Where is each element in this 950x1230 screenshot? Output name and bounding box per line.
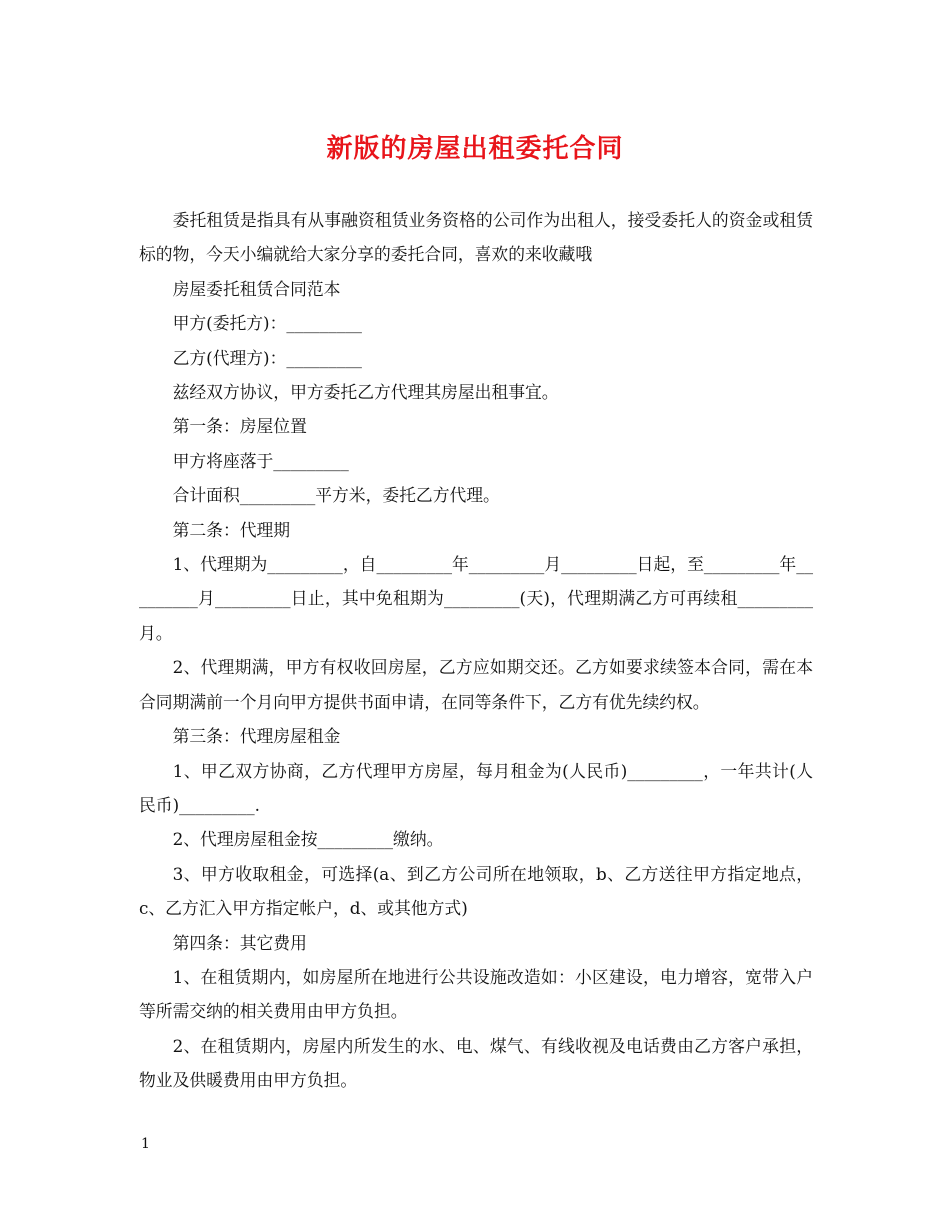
paragraph-rent-1: 1、甲乙双方协商，乙方代理甲方房屋，每月租金为(人民币)_________，一年共计(人民币)_________. <box>139 760 813 815</box>
paragraph-party-a: 甲方(委托方)：_________ <box>172 313 362 334</box>
heading-article-1: 第一条：房屋位置 <box>172 416 307 437</box>
heading-article-4: 第四条：其它费用 <box>172 932 307 953</box>
paragraph-term-2: 2、代理期满，甲方有权收回房屋，乙方应如期交还。乙方如要求续签本合同，需在本合同期满前一个月向甲方提供书面申请，在同等条件下，乙方有优先续约权。 <box>139 657 813 712</box>
paragraph-party-b: 乙方(代理方)：_________ <box>172 347 362 368</box>
document-body <box>139 203 813 1098</box>
paragraph-rent-3: 3、甲方收取租金，可选择(a、到乙方公司所在地领取，b、乙方送往甲方指定地点，c、乙方汇入甲方指定帐户，d、或其他方式) <box>139 863 813 919</box>
paragraph-agreement: 兹经双方协议，甲方委托乙方代理其房屋出租事宜。 <box>172 382 559 403</box>
page-number: 1 <box>141 1136 150 1152</box>
paragraph-fees-1: 1、在租赁期内，如房屋所在地进行公共设施改造如：小区建设，电力增容，宽带入户等所需交纳的相关费用由甲方负担。 <box>139 966 813 1022</box>
paragraph-term-1: 1、代理期为_________，自_________年_________月_________日起，至_________年_________月_________日止，其中免租期为_________(天)，代理期满乙方可再续租_________月。 <box>139 554 813 643</box>
heading-article-2: 第二条：代理期 <box>172 519 291 540</box>
heading-article-3: 第三条：代理房屋租金 <box>172 726 341 747</box>
paragraph-intro: 委托租赁是指具有从事融资租赁业务资格的公司作为出租人，接受委托人的资金或租赁标的物，今天小编就给大家分享的委托合同，喜欢的来收藏哦 <box>139 210 813 265</box>
paragraph-rent-2: 2、代理房屋租金按_________缴纳。 <box>172 829 444 850</box>
paragraph-contract-name: 房屋委托租赁合同范本 <box>172 278 341 299</box>
document-title: 新版的房屋出租委托合同 <box>326 134 624 164</box>
paragraph-fees-2: 2、在租赁期内，房屋内所发生的水、电、煤气、有线收视及电话费由乙方客户承担，物业及供暖费用由甲方负担。 <box>139 1035 813 1091</box>
paragraph-area: 合计面积_________平方米，委托乙方代理。 <box>172 485 500 506</box>
paragraph-location: 甲方将座落于_________ <box>172 450 349 471</box>
